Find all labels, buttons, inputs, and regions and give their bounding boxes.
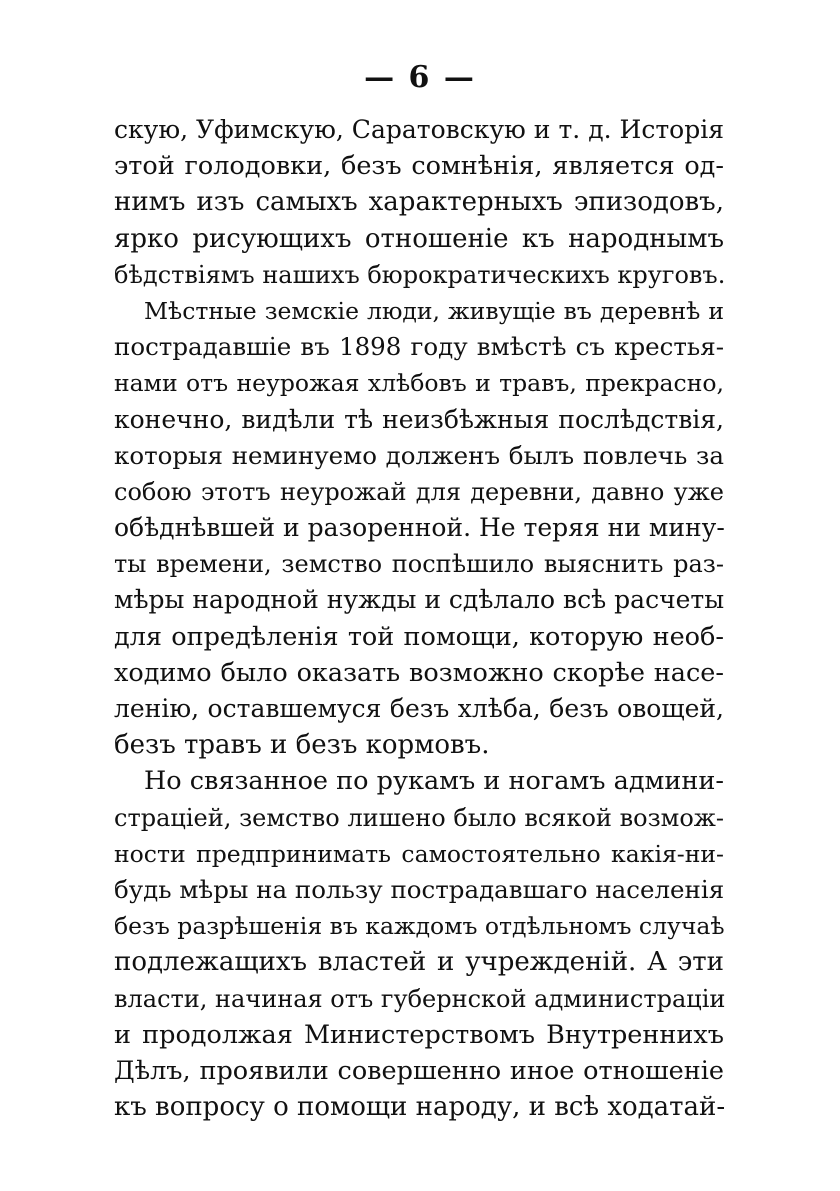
- text-line: и продолжая Министерствомъ Внутреннихъ: [114, 1019, 724, 1050]
- text-line: конечно, видѣли тѣ неизбѣжныя послѣдствія,: [114, 404, 724, 434]
- text-line: Мѣстные земскіе люди, живущіе въ деревнѣ и: [144, 296, 724, 325]
- text-line: власти, начиная отъ губернской администраціи: [114, 984, 726, 1013]
- text-line: страціей, земство лишено было всякой возмож-: [114, 803, 724, 832]
- text-line: къ вопросу о помощи народу, и всѣ ходатай-: [114, 1092, 726, 1123]
- text-line: бѣдствіямъ нашихъ бюрократическихъ круговъ.: [114, 260, 726, 289]
- body-text: [114, 112, 724, 1125]
- text-line: безъ разрѣшенія въ каждомъ отдѣльномъ случаѣ: [114, 912, 725, 941]
- text-line: ленію, оставшемуся безъ хлѣба, безъ овощей,: [114, 694, 724, 723]
- text-line: Но связанное по рукамъ и ногамъ админи-: [144, 766, 724, 797]
- text-line: которыя неминуемо долженъ былъ повлечь за: [114, 440, 724, 470]
- text-line: нами отъ неурожая хлѣбовъ и травъ, прекрасно,: [114, 369, 724, 398]
- text-line: для опредѣленія той помощи, которую необ-: [114, 621, 724, 652]
- text-line: пострадавшіе въ 1898 году вмѣстѣ съ крестья-: [114, 332, 724, 362]
- page-number: — 6 —: [364, 60, 476, 95]
- text-line: будь мѣры на пользу пострадавшаго населенія: [114, 874, 725, 904]
- text-line: мѣры народной нужды и сдѣлало всѣ расчеты: [114, 585, 725, 615]
- text-line: ходимо было оказать возможно скорѣе насе-: [114, 657, 724, 688]
- text-line: ты времени, земство поспѣшило выяснить раз-: [114, 550, 724, 579]
- text-line: этой голодовки, безъ сомнѣнія, является од-: [114, 151, 724, 182]
- text-line: обѣднѣвшей и разоренной. Не теряя ни мину-: [114, 513, 725, 543]
- text-line: ности предпринимать самостоятельно какія-ни-: [114, 839, 724, 868]
- text-line: ярко рисующихъ отношеніе къ народнымъ: [114, 223, 724, 254]
- text-line: подлежащихъ властей и учрежденій. А эти: [114, 947, 724, 978]
- text-line: скую, Уфимскую, Саратовскую и т. д. Исторія: [114, 115, 724, 144]
- text-line: безъ травъ и безъ кормовъ.: [114, 730, 490, 761]
- text-line: Дѣлъ, проявили совершенно иное отношеніе: [114, 1055, 724, 1086]
- text-line: нимъ изъ самыхъ характерныхъ эпизодовъ,: [114, 187, 724, 218]
- text-line: собою этотъ неурожай для деревни, давно уже: [114, 477, 724, 506]
